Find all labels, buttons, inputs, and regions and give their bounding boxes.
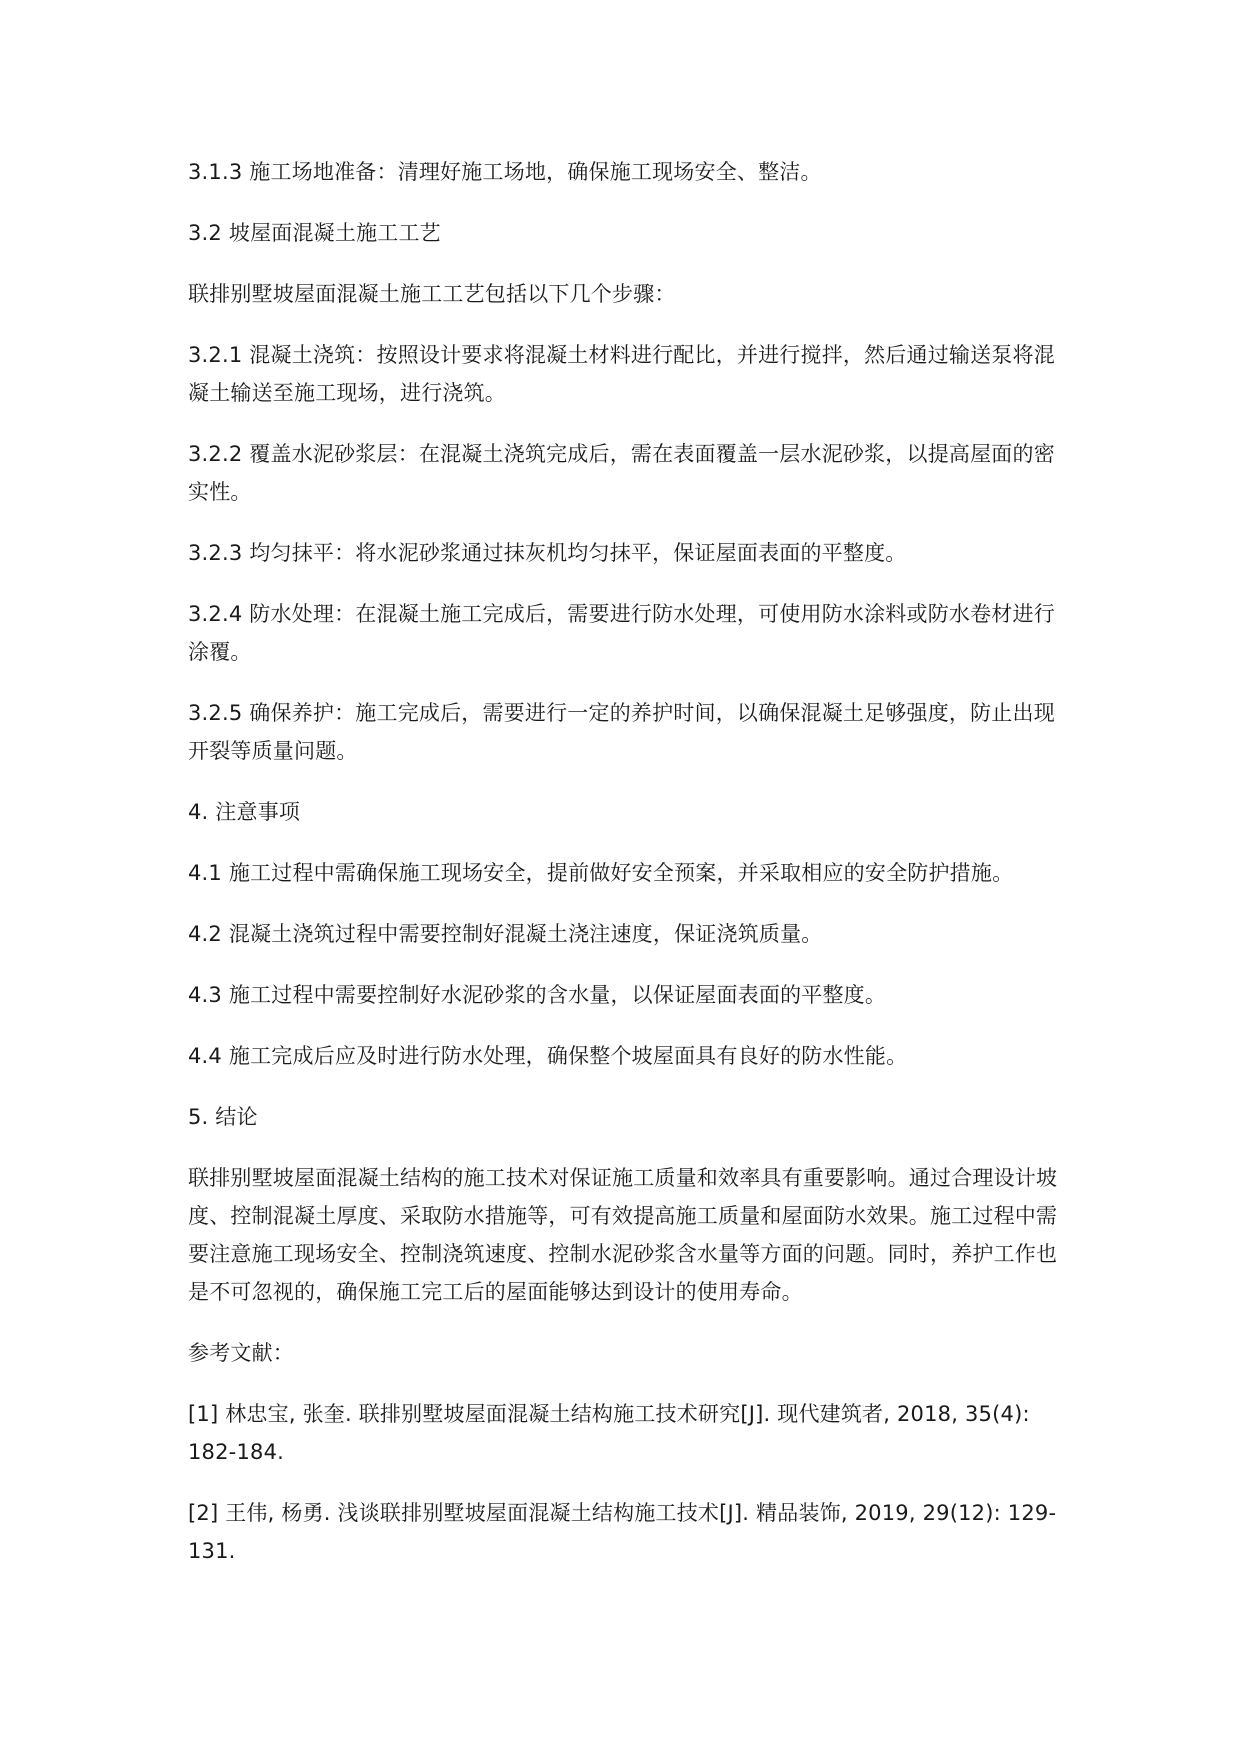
paragraph-4-2: 4.2 混凝土浇筑过程中需要控制好混凝土浇注速度，保证浇筑质量。 xyxy=(188,922,823,946)
paragraph-conclusion: 联排别墅坡屋面混凝土结构的施工技术对保证施工质量和效率具有重要影响。通过合理设计坡度、控制混凝土厚度、采取防水措施等，可有效提高施工质量和屋面防水效果。施工过程中需要注意施工现场安全、控制浇筑速度、控制水泥砂浆含水量等方面的问题。同时，养护工作也是不可忽视的，确保施工完工后的屋面能够达到设计的使用寿命。 xyxy=(188,1166,1058,1304)
section-heading-3-2: 3.2 坡屋面混凝土施工工艺 xyxy=(188,221,441,245)
section-heading-5: 5. 结论 xyxy=(188,1105,258,1129)
paragraph-3-2-4: 3.2.4 防水处理：在混凝土施工完成后，需要进行防水处理，可使用防水涂料或防水卷材进行涂覆。 xyxy=(188,602,1055,664)
reference-2: [2] 王伟, 杨勇. 浅谈联排别墅坡屋面混凝土结构施工技术[J]. 精品装饰, 2019, 29(12): 129-131. xyxy=(188,1501,1057,1563)
paragraph-3-2-1: 3.2.1 混凝土浇筑：按照设计要求将混凝土材料进行配比，并进行搅拌，然后通过输送泵将混凝土输送至施工现场，进行浇筑。 xyxy=(188,343,1055,405)
section-heading-4: 4. 注意事项 xyxy=(188,800,301,824)
paragraph-3-2-3: 3.2.3 均匀抹平：将水泥砂浆通过抹灰机均匀抹平，保证屋面表面的平整度。 xyxy=(188,541,907,565)
document-body xyxy=(188,153,1068,1593)
paragraph-4-3: 4.3 施工过程中需要控制好水泥砂浆的含水量，以保证屋面表面的平整度。 xyxy=(188,983,887,1007)
paragraph-4-4: 4.4 施工完成后应及时进行防水处理，确保整个坡屋面具有良好的防水性能。 xyxy=(188,1044,908,1068)
reference-1: [1] 林忠宝, 张奎. 联排别墅坡屋面混凝土结构施工技术研究[J]. 现代建筑者, 2018, 35(4): 182-184. xyxy=(188,1402,1037,1464)
paragraph-4-1: 4.1 施工过程中需确保施工现场安全，提前做好安全预案，并采取相应的安全防护措施。 xyxy=(188,861,1014,885)
paragraph-3-2-2: 3.2.2 覆盖水泥砂浆层：在混凝土浇筑完成后，需在表面覆盖一层水泥砂浆，以提高屋面的密实性。 xyxy=(188,442,1055,504)
paragraph-3-1-3: 3.1.3 施工场地准备：清理好施工场地，确保施工现场安全、整洁。 xyxy=(188,160,822,184)
paragraph-intro-steps: 联排别墅坡屋面混凝土施工工艺包括以下几个步骤： xyxy=(188,282,676,306)
paragraph-3-2-5: 3.2.5 确保养护：施工完成后，需要进行一定的养护时间，以确保混凝土足够强度，防止出现开裂等质量问题。 xyxy=(188,701,1055,763)
references-heading: 参考文献： xyxy=(188,1341,294,1365)
